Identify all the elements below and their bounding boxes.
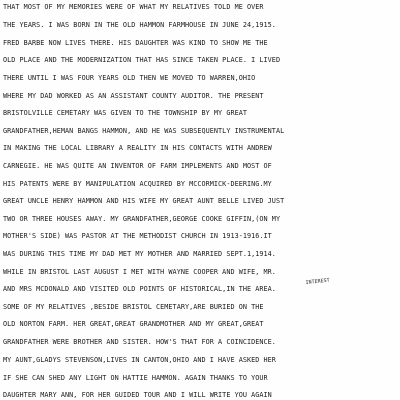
letter-line: WAS DURING THIS TIME MY DAD MET MY MOTHER AND MARRIED SEPT.1,1914. bbox=[3, 250, 276, 258]
letter-line: SOME OF MY RELATIVES ,BESIDE BRISTOL CEMETARY,ARE BURIED ON THE bbox=[3, 303, 264, 311]
letter-line: MY AUNT,GLADYS STEVENSON,LIVES IN CANTON,OHIO AND I HAVE ASKED HER bbox=[3, 356, 276, 364]
letter-line: GRANDFATHER WERE BROTHER AND SISTER. HOW'S THAT FOR A COINCIDENCE. bbox=[3, 338, 276, 346]
letter-line: BRISTOLVILLE CEMETARY WAS GIVEN TO THE TOWNSHIP BY MY GREAT bbox=[3, 109, 248, 117]
letter-line: FRED BARBE NOW LIVES THERE. HIS DAUGHTER WAS KIND TO SHOW ME THE bbox=[3, 39, 268, 47]
handwritten-insert: INTEREST bbox=[305, 277, 330, 286]
letter-line: THERE UNTIL I WAS FOUR YEARS OLD THEN WE MOVED TO WARREN,OHIO bbox=[3, 74, 256, 82]
letter-line: GRANDFATHER,HEMAN BANGS HAMMON, AND HE WAS SUBSEQUENTLY INSTRUMENTAL bbox=[3, 127, 285, 135]
letter-line: MOTHER'S SIDE) WAS PASTOR AT THE METHODIST CHURCH IN 1913-1916.IT bbox=[3, 232, 272, 240]
letter-line: WHILE IN BRISTOL LAST AUGUST I MET WITH WAYNE COOPER AND WIFE, MR. bbox=[3, 268, 276, 276]
letter-line: THAT MOST OF MY MEMORIES WERE OF WHAT MY RELATIVES TOLD ME OVER bbox=[3, 3, 264, 11]
letter-line: OLD PLACE AND THE MODERNIZATION THAT HAS SINCE TAKEN PLACE. I LIVED bbox=[3, 56, 281, 64]
letter-line: AND MRS MCDONALD AND VISITED OLD POINTS OF HISTORICAL,IN THE AREA. bbox=[3, 285, 276, 293]
letter-line: THE YEARS. I WAS BORN IN THE OLD HAMMON FARMHOUSE IN JUNE 24,1915. bbox=[3, 21, 276, 29]
letter-line: GREAT UNCLE HENRY HAMMON AND HIS WIFE MY GREAT AUNT BELLE LIVED JUST bbox=[3, 197, 285, 205]
letter-line: WHERE MY DAD WORKED AS AN ASSISTANT COUNTY AUDITOR. THE PRESENT bbox=[3, 92, 264, 100]
letter-line: IF SHE CAN SHED ANY LIGHT ON HATTIE HAMMON. AGAIN THANKS TO YOUR bbox=[3, 374, 268, 382]
letter-line: HIS PATENTS WERE BY MANIPULATION ACQUIRED BY MCCORMICK-DEERING.MY bbox=[3, 180, 272, 188]
letter-line: IN MAKING THE LOCAL LIBRARY A REALITY IN HIS CONTACTS WITH ANDREW bbox=[3, 144, 272, 152]
letter-line: DAUGHTER MARY ANN, FOR HER GUIDED TOUR AND I WILL WRITE YOU AGAIN bbox=[3, 391, 272, 399]
letter-line: CARNEGIE. HE WAS QUITE AN INVENTOR OF FARM IMPLEMENTS AND MOST OF bbox=[3, 162, 272, 170]
letter-line: TWO OR THREE HOUSES AWAY. MY GRANDFATHER,GEORGE COOKE GIFFIN,(ON MY bbox=[3, 215, 281, 223]
letter-line: OLD NORTON FARM. HER GREAT,GREAT GRANDMOTHER AND MY GREAT,GREAT bbox=[3, 320, 264, 328]
